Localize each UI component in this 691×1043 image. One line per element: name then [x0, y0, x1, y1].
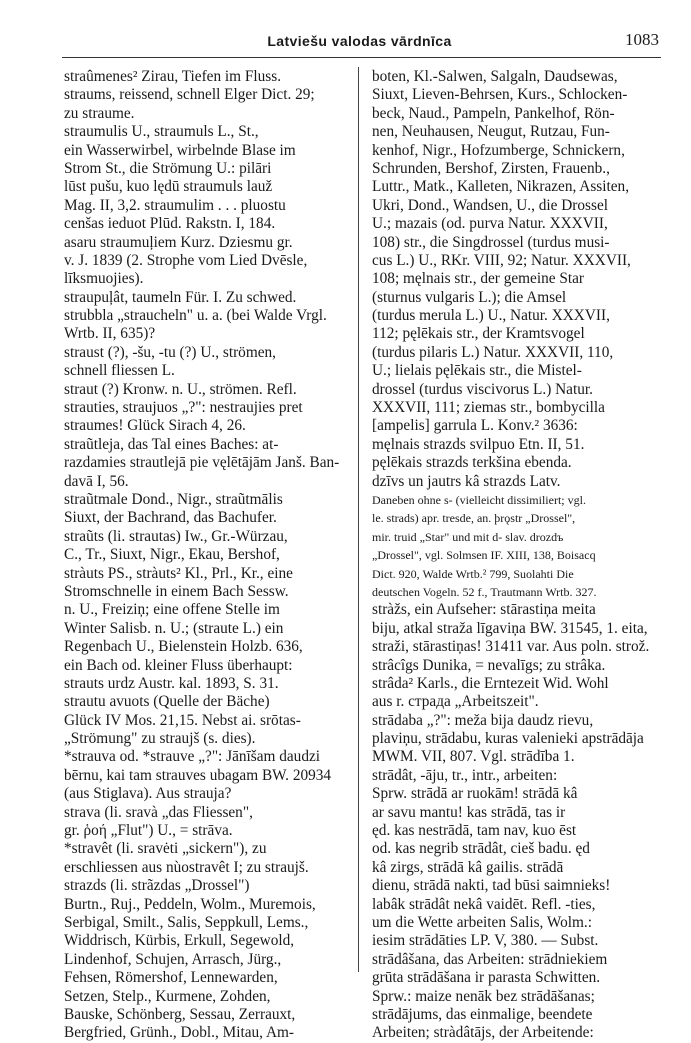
entry-line: *stravêt (li. sravėti „sickern"), zu — [64, 840, 267, 858]
entry-line: Luttr., Matk., Kalleten, Nikrazen, Assiten, — [372, 178, 630, 196]
entry-line: (turdus merula L.) U., Natur. XXXVII, — [372, 307, 610, 325]
entry-line: zu straume. — [64, 104, 135, 122]
entry-line: 108) str., die Singdrossel (turdus musi- — [372, 233, 610, 251]
entry-line: (aus Stiglava). Aus strauja? — [64, 785, 232, 803]
entry-line: ęd. kas nestrādā, tam nav, kuo ēst — [372, 822, 577, 840]
entry-line: Schrunden, Bershof, Zirsten, Frauenb., — [372, 159, 610, 177]
entry-line: le. strads) apr. tresde, an. þrǫstr „Drossel", — [372, 511, 576, 526]
header-rule — [62, 57, 661, 58]
entry-line: Ukri, Dond., Wandsen, U., die Drossel — [372, 196, 608, 214]
entry-line: Fehsen, Römershof, Lennewarden, — [64, 969, 278, 987]
entry-line: Widdrisch, Kürbis, Erkull, Segewold, — [64, 932, 295, 950]
entry-line: U.; mazais (od. purva Natur. XXXVII, — [372, 215, 608, 233]
entry-line: strazds (li. strãzdas „Drossel") — [64, 877, 250, 895]
entry-line: biju, atkal straža līgaviņa BW. 31545, 1. eita, — [372, 619, 648, 637]
entry-line: līksmuojies). — [64, 270, 144, 288]
entry-line: [ampelis] garrula L. Konv.² 3636: — [372, 417, 578, 435]
entry-line: Bergfried, Grünh., Dobl., Mitau, Am- — [64, 1024, 294, 1042]
entry-line: davā I, 56. — [64, 472, 129, 490]
entry-line: Arbeiten; stràdâtājs, der Arbeitende: — [372, 1024, 594, 1042]
entry-line: plaviņu, strādabu, kuras valenieki apstrādāja — [372, 730, 644, 748]
entry-line: schnell fliessen L. — [64, 362, 175, 380]
entry-line: straũtleja, das Tal eines Baches: at- — [64, 435, 279, 453]
entry-line: (turdus pilaris L.) Natur. XXXVII, 110, — [372, 343, 614, 361]
entry-line: Wrtb. II, 635)? — [64, 325, 156, 343]
entry-line: pęlēkais strazds terkšina ebenda. — [372, 454, 572, 472]
entry-line: Siuxt, Lieven-Behrsen, Kurs., Schlocken- — [372, 86, 628, 104]
entry-line: iesim strādāties LP. V, 380. — Subst. — [372, 932, 599, 950]
entry-line: cus L.) U., RKr. VIII, 92; Natur. XXXVII, — [372, 251, 631, 269]
entry-line: strauties, straujuos „?": nestraujies pret — [64, 399, 303, 417]
entry-line: straũts (li. strautas) Iw., Gr.-Würzau, — [64, 527, 288, 545]
entry-line: nen, Neuhausen, Neugut, Rutzau, Fun- — [372, 123, 610, 141]
entry-line: Winter Salisb. n. U.; (straute L.) ein — [64, 619, 284, 637]
entry-line: Burtn., Ruj., Peddeln, Wolm., Muremois, — [64, 895, 316, 913]
entry-line: lūst pušu, kuo lędū straumuls lauž — [64, 178, 273, 196]
entry-line: strâda² Karls., die Erntezeit Wid. Wohl — [372, 674, 609, 692]
entry-line: straûmenes² Zirau, Tiefen im Fluss. — [64, 68, 282, 85]
entry-line: straupuļât, taumeln Für. I. Zu schwed. — [64, 288, 297, 306]
entry-line: Serbigal, Smilt., Salis, Seppkull, Lems., — [64, 913, 309, 931]
page-header — [60, 30, 659, 52]
entry-line: straums, reissend, schnell Elger Dict. 29; — [64, 86, 315, 104]
entry-line: gr. ῥοή „Flut") U., = strāva. — [64, 822, 233, 840]
entry-line: Bauske, Schönberg, Sessau, Zerrauxt, — [64, 1005, 296, 1023]
entry-line: 112; pęlēkais str., der Kramtsvogel — [372, 325, 585, 343]
entry-line: straži, stārastiņas! 31411 var. Aus poln. strož. — [372, 638, 650, 656]
entry-line: strādât, -āju, tr., intr., arbeiten: — [372, 766, 558, 784]
entry-line: strādaba „?": meža bija daudz rievu, — [372, 711, 594, 729]
entry-line: cenšas ieduot Plūd. Rakstn. I, 184. — [64, 215, 276, 233]
entry-line: n. U., Freiziņ; eine offene Stelle im — [64, 601, 280, 619]
entry-line: straumes! Glück Sirach 4, 26. — [64, 417, 246, 435]
entry-line: straũtmale Dond., Nigr., straũtmālis — [64, 490, 283, 508]
running-title: Latviešu valodas vārdnīca — [267, 33, 452, 49]
entry-line: od. kas negrib strādât, cieš badu. ęd — [372, 840, 590, 858]
left-column — [64, 68, 350, 1043]
entry-line: kâ zirgs, strādā kâ gailis. strādā — [372, 858, 564, 876]
entry-line: aus r. страда „Arbeitszeit". — [372, 693, 539, 711]
entry-line: erschliessen aus nùostravêt I; zu straujš. — [64, 858, 309, 876]
entry-line: stràuts PS., stràuts² Kl., Prl., Kr., eine — [64, 564, 293, 582]
entry-line: Strom St., die Strömung U.: pilāri — [64, 159, 272, 177]
entry-line: strautu avuots (Quelle der Bäche) — [64, 693, 270, 711]
entry-line: Dict. 920, Walde Wrtb.² 799, Suolahti Die — [372, 566, 574, 581]
entry-line: stràžs, ein Aufseher: stārastiņa meita — [372, 601, 596, 619]
entry-line: MWM. VII, 807. Vgl. strādība 1. — [372, 748, 575, 766]
entry-line: *strauva od. *strauve „?": Jānīšam daudzi — [64, 748, 321, 766]
entry-line: um die Wette arbeiten Salis, Wolm.: — [372, 913, 593, 931]
entry-line: boten, Kl.-Salwen, Salgaln, Daudsewas, — [372, 68, 618, 85]
entry-line: v. J. 1839 (2. Strophe vom Lied Dvēsle, — [64, 251, 308, 269]
entry-line: ar savu mantu! kas strādā, tas ir — [372, 803, 566, 821]
entry-line: Sprw. strādā ar ruokām! strādā kâ — [372, 785, 578, 803]
entry-line: strâcîgs Dunika, = nevalīgs; zu strâka. — [372, 656, 606, 674]
entry-line: Glück IV Mos. 21,15. Nebst ai. srōtas- — [64, 711, 301, 729]
entry-line: deutschen Vogeln. 52 f., Trautmann Wrtb. 327. — [372, 584, 597, 599]
entry-line: labâk strādât nekâ vaidēt. Refl. -ties, — [372, 895, 596, 913]
entry-line: straumulis U., straumuls L., St., — [64, 123, 259, 141]
entry-line: razdamies strautlejā pie vęlētājām Janš. Ban- — [64, 454, 340, 472]
entry-line: U.; lielais pęlēkais str., die Mistel- — [372, 362, 582, 380]
entry-line: Setzen, Stelp., Kurmene, Zohden, — [64, 987, 271, 1005]
entry-line: beck, Naud., Pampeln, Pankelhof, Rön- — [372, 104, 615, 122]
entry-line: bērnu, kai tam strauves ubagam BW. 20934 — [64, 766, 332, 784]
entry-line: strubbla „straucheln" u. a. (bei Walde Vrgl. — [64, 307, 327, 325]
entry-line: strauts urdz Austr. kal. 1893, S. 31. — [64, 674, 279, 692]
entry-line: grūta strādāšana ir parasta Schwitten. — [372, 969, 601, 987]
entry-line: strādājums, das einmalige, beendete — [372, 1005, 593, 1023]
entry-line: asaru straumuļiem Kurz. Dziesmu gr. — [64, 233, 293, 251]
entry-line: kenhof, Nigr., Hofzumberge, Schnickern, — [372, 141, 625, 159]
entry-line: mir. truid „Star" und mit d- slav. drozdъ — [372, 529, 564, 544]
entry-line: straut (?) Kronw. n. U., strömen. Refl. — [64, 380, 297, 398]
entry-line: „Drossel", vgl. Solmsen IF. XIII, 138, Boisacq — [372, 548, 596, 563]
entry-line: XXXVII, 111; ziemas str., bombycilla — [372, 399, 605, 417]
column-divider — [358, 67, 359, 972]
entry-line: strādâšana, das Arbeiten: strādniekiem — [372, 950, 608, 968]
entry-line: męlnais strazds svilpuo Etn. II, 51. — [372, 435, 585, 453]
entry-line: C., Tr., Siuxt, Nigr., Ekau, Bershof, — [64, 546, 280, 564]
entry-line: Mag. II, 3,2. straumulim . . . pluostu — [64, 196, 286, 214]
entry-line: Lindenhof, Schujen, Arrasch, Jürg., — [64, 950, 282, 968]
entry-line: Sprw.: maize nenāk bez strādāšanas; — [372, 987, 595, 1005]
entry-line: dzīvs un jautrs kâ strazds Latv. — [372, 472, 561, 490]
page-number: 1083 — [625, 30, 659, 49]
entry-line: (sturnus vulgaris L.); die Amsel — [372, 288, 567, 306]
entry-line: strava (li. sravà „das Fliessen", — [64, 803, 253, 821]
entry-line: 108; męlnais str., der gemeine Star — [372, 270, 584, 288]
right-column — [372, 68, 662, 1043]
entry-line: ein Bach od. kleiner Fluss überhaupt: — [64, 656, 293, 674]
entry-line: Siuxt, der Bachrand, das Bachufer. — [64, 509, 277, 527]
entry-line: „Strömung" zu straujš (s. dies). — [64, 730, 256, 748]
entry-line: dienu, strādā nakti, tad būsi saimnieks! — [372, 877, 611, 895]
entry-line: Stromschnelle in einem Bach Sessw. — [64, 582, 289, 600]
entry-line: Regenbach U., Bielenstein Holzb. 636, — [64, 638, 303, 656]
entry-line: Daneben ohne s- (vielleicht dissimiliert; vgl. — [372, 492, 586, 507]
entry-line: ein Wasserwirbel, wirbelnde Blase im — [64, 141, 296, 159]
entry-line: drossel (turdus viscivorus L.) Natur. — [372, 380, 593, 398]
entry-line: straust (?), -šu, -tu (?) U., strömen, — [64, 343, 276, 361]
